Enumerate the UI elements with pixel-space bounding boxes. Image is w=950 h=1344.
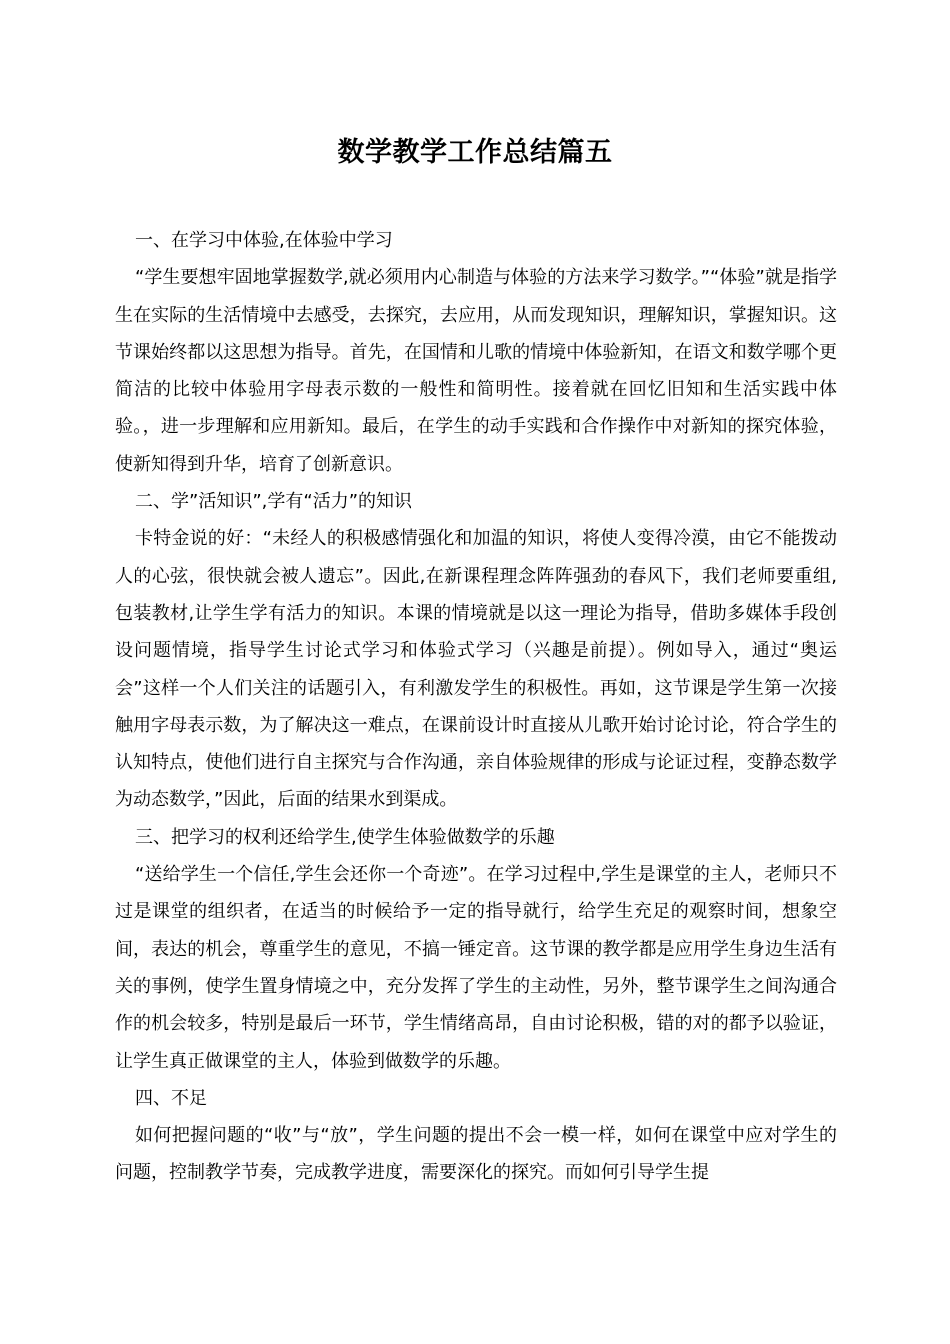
document-body [115, 222, 837, 1192]
section-heading-2: 二、学”活知识”,学有“活力”的知识 [135, 491, 413, 513]
section-heading-1: 一、在学习中体验,在体验中学习 [135, 230, 393, 251]
section-paragraph-3: “送给学生一个信任,学生会还你一个奇迹”。在学习过程中,学生是课堂的主人，老师只不过是课堂的组织者，在适当的时候给予一定的指导就行，给学生充足的观察时间，想象空间，表达的机会，尊重学生的意见，不搞一锤定音。这节课的教学都是应用学生身边生活有关的事例，使学生置身情境之中，充分发挥了学生的主动性，另外，整节课学生之间沟通合作的机会较多，特别是最后一环节，学生情绪高昂，自由讨论积极，错的对的都予以验证，让学生真正做课堂的主人，体验到做数学的乐趣。 [115, 864, 837, 1072]
section-paragraph-2: 卡特金说的好：“未经人的积极感情强化和加温的知识，将使人变得冷漠，由它不能拨动人的心弦，很快就会被人遗忘”。因此,在新课程理念阵阵强劲的春风下，我们老师要重组,包装教材,让学生学有活力的知识。本课的情境就是以这一理论为指导，借助多媒体手段创设问题情境，指导学生讨论式学习和体验式学习（兴趣是前提）。例如导入，通过“奥运会”这样一个人们关注的话题引入，有利激发学生的积极性。再如，这节课是学生第一次接触用字母表示数，为了解决这一难点，在课前设计时直接从儿歌开始讨论讨论，符合学生的认知特点，使他们进行自主探究与合作沟通，亲自体验规律的形成与论证过程，变静态数学为动态数学，”因此，后面的结果水到渠成。 [115, 528, 837, 811]
section-heading-3: 三、把学习的权利还给学生,使学生体验做数学的乐趣 [135, 826, 555, 848]
section-paragraph-1: “学生要想牢固地掌握数学,就必须用内心制造与体验的方法来学习数学。”“体验”就是指学生在实际的生活情境中去感受，去探究，去应用，从而发现知识，理解知识，掌握知识。这节课始终都以这思想为指导。首先，在国情和儿歌的情境中体验新知，在语文和数学哪个更简洁的比较中体验用字母表示数的一般性和简明性。接着就在回忆旧知和生活实践中体验。，进一步理解和应用新知。最后，在学生的动手实践和合作操作中对新知的探究体验，使新知得到升华，培育了创新意识。 [115, 267, 837, 475]
section-paragraph-4: 如何把握问题的“收”与“放”，学生问题的提出不会一模一样，如何在课堂中应对学生的问题，控制教学节奏，完成教学进度，需要深化的探究。而如何引导学生提 [115, 1125, 837, 1184]
section-heading-4: 四、不足 [135, 1087, 207, 1109]
document-title: 数学教学工作总结篇五 [337, 137, 613, 168]
